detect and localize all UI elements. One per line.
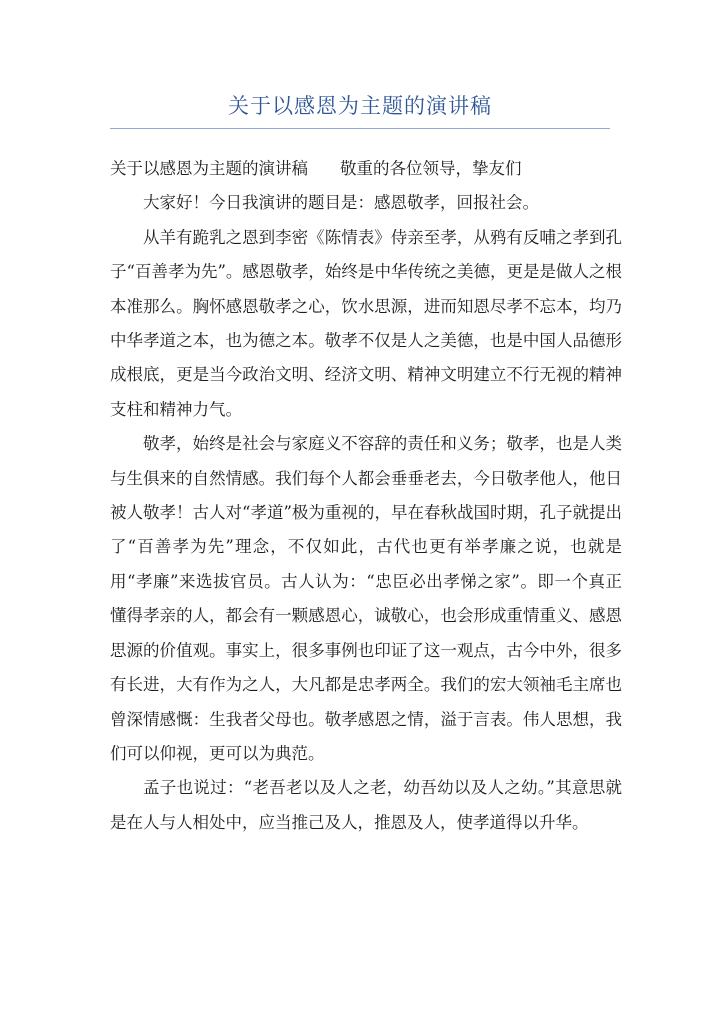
intro-title: 关于以感恩为主题的演讲稿	[110, 159, 308, 178]
paragraph-filial-virtue: 从羊有跪乳之恩到李密《陈情表》侍亲至孝，从鸦有反哺之孝到孔子“百善孝为先”。感恩敬孝，始终是中华传统之美德，更是是做人之根本准那么。胸怀感恩敬孝之心，饮水思源，进而知恩尽孝不忘本，均乃中华孝道之本，也为德之本。敬孝不仅是人之美德，也是中国人品德形成根底，更是当今政治文明、经济文明、精神文明建立不行无视的精神支柱和精神力气。	[110, 227, 622, 419]
document-body	[110, 152, 622, 840]
document-title: 关于以感恩为主题的演讲稿	[228, 94, 492, 118]
title-divider	[110, 128, 610, 129]
paragraph-duty: 敬孝，始终是社会与家庭义不容辞的责任和义务；敬孝，也是人类与生俱来的自然情感。我们每个人都会垂垂老去，今日敬孝他人，他日被人敬孝！古人对“孝道”极为重视的，早在春秋战国时期，孔子就提出了“百善孝为先”理念，不仅如此，古代也更有举孝廉之说，也就是用“孝廉”来选拔官员。古人认为：“忠臣必出孝悌之家”。即一个真正懂得孝亲的人，都会有一颗感恩心，诚敬心，也会形成重情重义、感恩思源的价值观。事实上，很多事例也印证了这一观点，古今中外，很多有长进，大有作为之人，大凡都是忠孝两全。我们的宏大领袖毛主席也曾深情感慨：生我者父母也。敬孝感恩之情，溢于言表。伟人思想，我们可以仰视，更可以为典范。	[110, 434, 622, 763]
intro-line	[110, 152, 622, 186]
paragraph-mencius: 孟子也说过：“老吾老以及人之老，幼吾幼以及人之幼。”其意思就是在人与人相处中，应当推己及人，推恩及人，使孝道得以升华。	[110, 778, 622, 832]
paragraph-greeting: 大家好！今日我演讲的题目是：感恩敬孝，回报社会。	[143, 193, 539, 213]
salutation: 敬重的各位领导，挚友们	[340, 159, 522, 178]
